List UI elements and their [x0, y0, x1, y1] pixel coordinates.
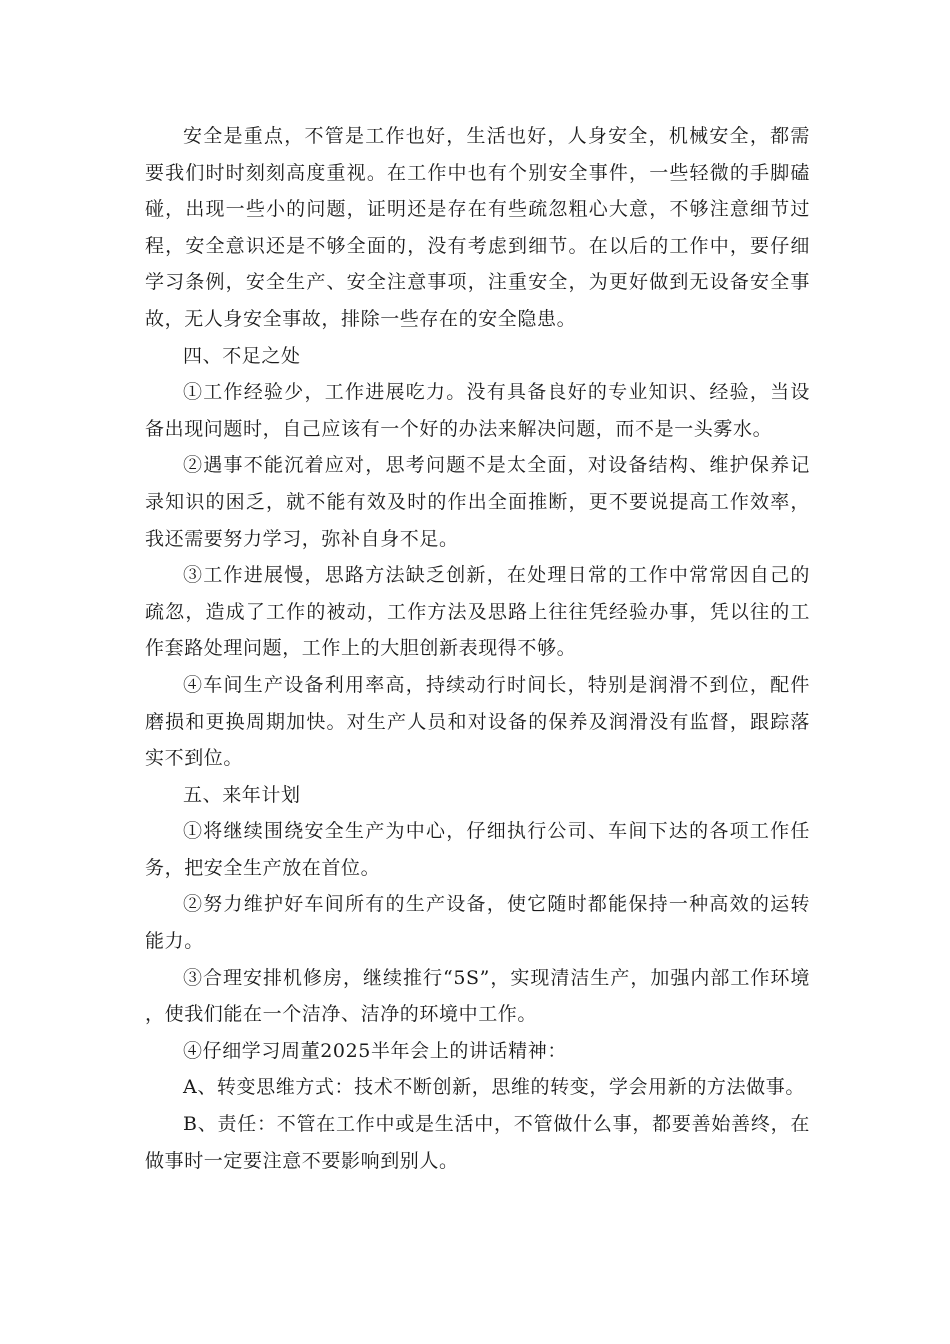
- paragraph-plan-4: ④仔细学习周董2025半年会上的讲话精神：: [183, 1039, 567, 1062]
- paragraph-plan-3: ③合理安排机修房，继续推行“5S”，实现清洁生产，加强内部工作环境，使我们能在一个洁净、洁净的环境中工作。: [145, 966, 810, 1026]
- paragraph-plan-2: ②努力维护好车间所有的生产设备，使它随时都能保持一种高效的运转能力。: [145, 893, 810, 953]
- paragraph-shortcoming-2: ②遇事不能沉着应对，思考问题不是太全面，对设备结构、维护保养记录知识的困乏，就不能有效及时的作出全面推断，更不要说提高工作效率，我还需要努力学习，弥补自身不足。: [145, 454, 810, 550]
- paragraph-shortcoming-4: ④车间生产设备利用率高，持续动行时间长，特别是润滑不到位，配件磨损和更换周期加快。对生产人员和对设备的保养及润滑没有监督，跟踪落实不到位。: [145, 673, 810, 770]
- section-heading-next-year-plan: 五、来年计划: [183, 783, 301, 806]
- section-heading-shortcomings: 四、不足之处: [183, 344, 301, 367]
- document-body: [145, 118, 810, 1179]
- paragraph-shortcoming-3: ③工作进展慢，思路方法缺乏创新，在处理日常的工作中常常因自己的疏忽，造成了工作的被动，工作方法及思路上往往凭经验办事，凭以往的工作套路处理问题，工作上的大胆创新表现得不够。: [145, 564, 810, 660]
- paragraph-shortcoming-1: ①工作经验少，工作进展吃力。没有具备良好的专业知识、经验，当设备出现问题时，自己应该有一个好的办法来解决问题，而不是一头雾水。: [145, 381, 810, 440]
- paragraph-plan-4a: A、转变思维方式：技术不断创新，思维的转变，学会用新的方法做事。: [183, 1076, 805, 1099]
- paragraph-safety: 安全是重点，不管是工作也好，生活也好，人身安全，机械安全，都需要我们时时刻刻高度重视。在工作中也有个别安全事件，一些轻微的手脚磕碰，出现一些小的问题，证明还是存在有些疏忽粗心大意，不够注意细节过程，安全意识还是不够全面的，没有考虑到细节。在以后的工作中，要仔细学习条例，安全生产、安全注意事项，注重安全，为更好做到无设备安全事故，无人身安全事故，排除一些存在的安全隐患。: [145, 125, 810, 330]
- paragraph-plan-4b: B、责任：不管在工作中或是生活中，不管做什么事，都要善始善终，在做事时一定要注意不要影响到别人。: [145, 1113, 810, 1172]
- paragraph-plan-1: ①将继续围绕安全生产为中心，仔细执行公司、车间下达的各项工作任务，把安全生产放在首位。: [145, 820, 810, 879]
